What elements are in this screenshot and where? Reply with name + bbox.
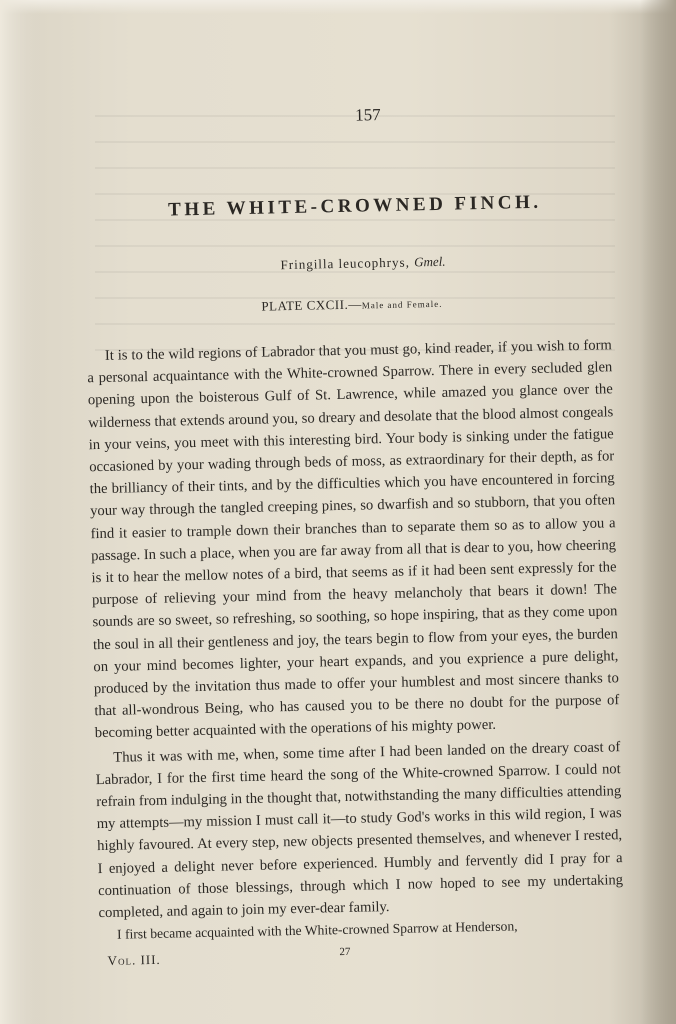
latin-name: Fringilla leucophrys, <box>280 254 411 273</box>
paragraph-2: Thus it was with me, when, some time after I had been landed on the dreary coast of Labrador, I for the first time heard the song of the White-crowned Sparrow. I could not refrain from indulging in the thought that, notwithstanding the many difficulties attending my attempts—my mission I must call it—to study God's works in this wild region, I was highly favoured. At every step, new objects presented themselves, and whenever I rested, I enjoyed a delight never before experienced. Humbly and fervently did I pray for a continuation of those blessings, through which I now hoped to see my undertaking completed, and again to join my ever-dear family. <box>95 738 624 922</box>
plate-number: PLATE CXCII.— <box>261 296 362 314</box>
paragraph-1: It is to the wild regions of Labrador that you must go, kind reader, if you wish to form a personal acquaintance with the White-crowned Sparrow. There in every secluded glen opening upon the boisterous Gulf of St. Lawrence, while amazed you glance over the wilderness that extends around you, so dreary and desolate that the blood almost congeals in your veins, you meet with this interesting bird. Your body is sinking under the fatigue occasioned by your wading through beds of moss, as extraordinary for their depth, as for the brilliancy of their tints, and by the difficulties which you have encountered in forcing your way through the tangled creeping pines, so dwarfish and so stubborn, that you often find it easier to trample down their branches than to separate them so as to allow you a passage. In such a place, when you are far away from all that is dear to you, how cheering is it to hear the mellow notes of a bird, that seems as if it had been sent expressly for the purpose of relieving your mind from the heavy melancholy that bears it down! The sounds are so sweet, so refreshing, so soothing, so hope inspiring, that as they come upon the soul in all their gentleness and joy, the tears begin to flow from your eyes, the burden on your mind becomes lighter, your heart expands, and you exprience a pure delight, produced by the invitation thus made to offer your humblest and most sincere thanks to that all-wondrous Being, who has caused you to be there no doubt for the purpose of becoming better acquainted with the operations of his mighty power. <box>87 337 620 742</box>
page-number: 157 <box>354 105 381 125</box>
body-text <box>87 334 624 946</box>
species-name <box>0 248 676 279</box>
plate-subject: Male and Female. <box>361 298 443 311</box>
paragraph-3: I first became acquainted with the White-crowned Sparrow at Henderson, <box>116 918 518 943</box>
chapter-title: THE WHITE-CROWNED FINCH. <box>167 191 542 221</box>
species-authority: Gmel. <box>413 253 446 270</box>
signature-mark: 27 <box>339 945 351 959</box>
plate-caption <box>0 289 676 320</box>
volume-label: Vol. III. <box>107 951 161 968</box>
